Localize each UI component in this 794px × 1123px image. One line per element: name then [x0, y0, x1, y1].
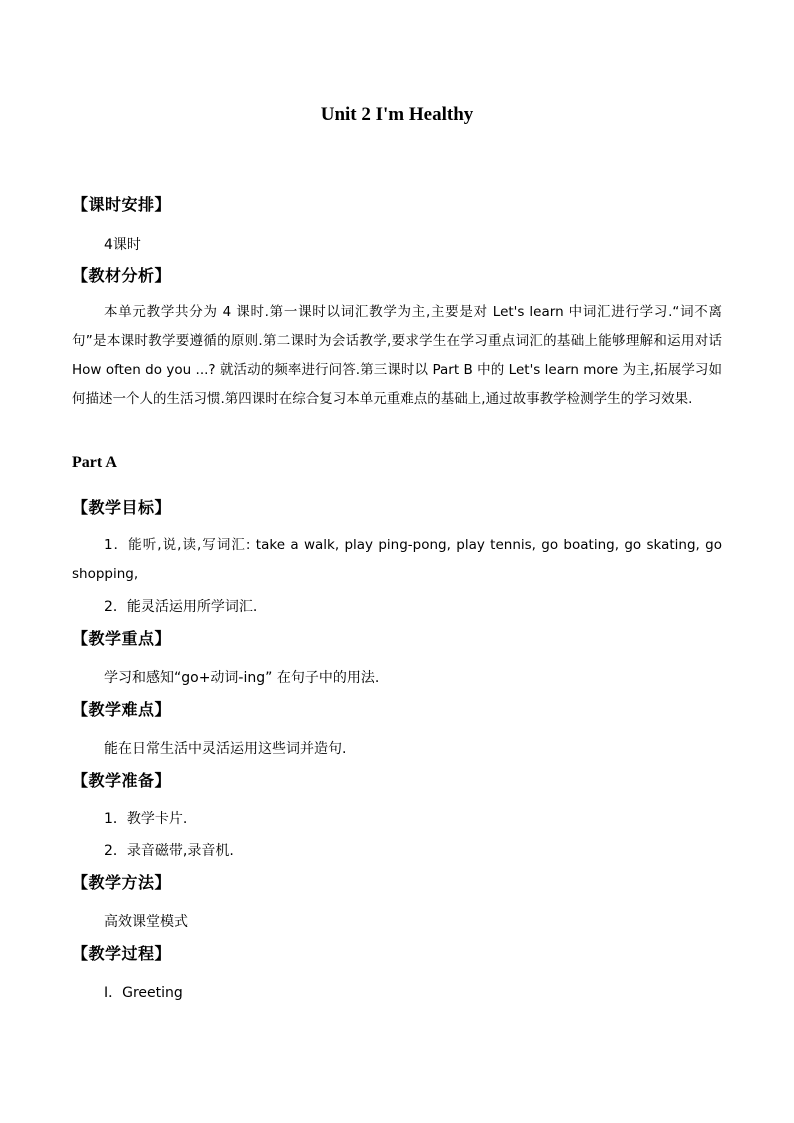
difficulty-heading: 【教学难点】 — [72, 700, 172, 719]
method-text: 高效课堂模式 — [104, 914, 188, 930]
page-title: Unit 2 I'm Healthy — [320, 104, 474, 125]
goal-item-1: 1．能听,说,读,写词汇: take a walk, play ping-pong, play tennis, go boating, go skating, go shopping, — [72, 537, 722, 582]
goal-item-2: 2．能灵活运用所学词汇. — [104, 599, 258, 615]
process-item-1: Ⅰ．Greeting — [104, 985, 183, 1001]
key-points-text: 学习和感知“go+动词-ing” 在句子中的用法. — [104, 670, 380, 686]
difficulty-text: 能在日常生活中灵活运用这些词并造句. — [104, 741, 347, 757]
preparation-heading: 【教学准备】 — [72, 771, 172, 790]
analysis-heading: 【教材分析】 — [72, 266, 172, 285]
preparation-item-2: 2．录音磁带,录音机. — [104, 843, 234, 859]
goals-heading: 【教学目标】 — [72, 498, 172, 517]
analysis-paragraph: 本单元教学共分为 4 课时.第一课时以词汇教学为主,主要是对 Let's learn 中词汇进行学习.“词不离句”是本课时教学要遵循的原则.第二课时为会话教学,要求学生在学习重点词汇的基础上能够理解和运用对话 How often do you ...? 就活动的频率进行问答.第三课时以 Part B 中的 Let's learn more 为主,拓展学习如何描述一个人的生活习惯.第四课时在综合复习本单元重难点的基础上,通过故事教学检测学生的学习效果. — [72, 304, 722, 407]
schedule-heading: 【课时安排】 — [72, 195, 172, 214]
part-a-heading: Part A — [72, 454, 117, 471]
preparation-item-1: 1．教学卡片. — [104, 811, 188, 827]
process-heading: 【教学过程】 — [72, 944, 172, 963]
key-points-heading: 【教学重点】 — [72, 629, 172, 648]
schedule-text: 4课时 — [104, 237, 141, 253]
method-heading: 【教学方法】 — [72, 873, 172, 892]
